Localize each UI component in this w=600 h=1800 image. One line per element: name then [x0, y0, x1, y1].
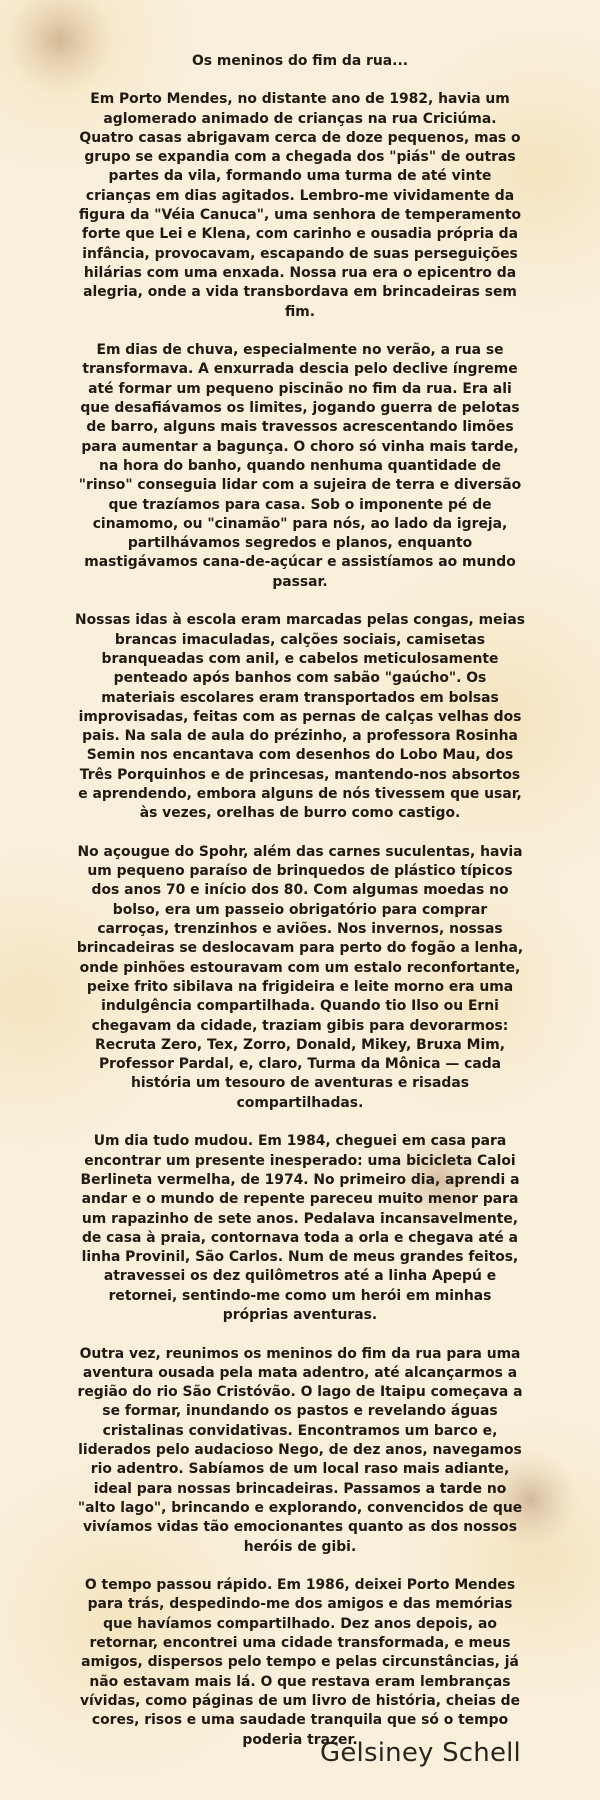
- paragraph-3: Nossas idas à escola eram marcadas pelas congas, meias brancas imaculadas, calções sociais, camisetas branqueadas com anil, e cabelos meticulosamente penteado após banhos com sabão "gaúcho". Os materiais escolares eram transportados em bolsas improvisadas, feitas com as pernas de calças velhas dos pais. Na sala de aula do prézinho, a professora Rosinha Semin nos encantava com desenhos do Lobo Mau, dos Três Porquinhos e de princesas, mantendo-nos absortos e aprendendo, embora alguns de nós tivessem que usar, às vezes, orelhas de burro como castigo.: [75, 612, 525, 822]
- paragraph-2: Em dias de chuva, especialmente no verão, a rua se transformava. A enxurrada descia pelo declive íngreme até formar um pequeno piscinão no fim da rua. Era ali que desafiávamos os limites, jogando guerra de pelotas de barro, alguns mais travessos acrescentando limões para aumentar a bagunça. O choro só vinha mais tarde, na hora do banho, quando nenhuma quantidade de "rinso" conseguia lidar com a sujeira de terra e diversão que trazíamos para casa. Sob o imponente pé de cinamomo, ou "cinamão" para nós, ao lado da igreja, partilhávamos segredos e planos, enquanto mastigávamos cana-de-açúcar e assistíamos ao mundo passar.: [78, 342, 522, 590]
- paragraph-4: No açougue do Spohr, além das carnes suculentas, havia um pequeno paraíso de brinquedos de plástico típicos dos anos 70 e início dos 80. Com algumas moedas no bolso, era um passeio obrigatório para comprar carroças, trenzinhos e aviões. Nos invernos, nossas brincadeiras se deslocavam para perto do fogão a lenha, onde pinhões estouravam com um estalo reconfortante, peixe frito sibilava na frigideira e leite morno era uma indulgência compartilhada. Quando tio Ilso ou Erni chegavam da cidade, traziam gibis para devorarmos: Recruta Zero, Tex, Zorro, Donald, Mikey, Bruxa Mim, Professor Pardal, e, claro, Turma da Mônica — cada história um tesouro de aventuras e risadas compartilhadas.: [76, 843, 524, 1111]
- paragraph-7: O tempo passou rápido. Em 1986, deixei Porto Mendes para trás, despedindo-me dos amigos e das memórias que havíamos compartilhado. Dez anos depois, ao retornar, encontrei uma cidade transformada, e meus amigos, dispersos pelo tempo e pelas circunstâncias, já não estavam mais lá. O que restava eram lembranças vívidas, como páginas de um livro de história, cheias de cores, risos e uma saudade tranquila que só o tempo poderia trazer.: [79, 1577, 521, 1748]
- paragraph-6: Outra vez, reunimos os meninos do fim da rua para uma aventura ousada pela mata adentro, até alcançarmos a região do rio São Cristóvão. O lago de Itaipu começava a se formar, inundando os pastos e revelando águas cristalinas convidativas. Encontramos um barco e, liderados pelo audacioso Nego, de dez anos, navegamos rio adentro. Sabíamos de um local raso mais adiante, ideal para nossas brincadeiras. Passamos a tarde no "alto lago", brincando e explorando, convencidos de que vivíamos vidas tão emocionantes quanto as dos nossos heróis de gibi.: [77, 1345, 523, 1555]
- story-text: [75, 52, 525, 1769]
- paragraph-5: Um dia tudo mudou. Em 1984, cheguei em casa para encontrar um presente inesperado: uma bicicleta Caloi Berlineta vermelha, de 1974. No primeiro dia, aprendi a andar e o mundo de repente pareceu muito menor para um rapazinho de sete anos. Pedalava incansavelmente, de casa à praia, contornava toda a orla e chegava até a linha Provinil, São Carlos. Num de meus grandes feitos, atravessei os dez quilômetros até a linha Apepú e retornei, sentindo-me como um herói em minhas próprias aventuras.: [80, 1133, 520, 1323]
- author-signature: Gelsiney Schell: [320, 1738, 521, 1768]
- story-title: Os meninos do fim da rua...: [191, 53, 409, 69]
- paragraph-1: Em Porto Mendes, no distante ano de 1982, havia um aglomerado animado de crianças na rua Criciúma. Quatro casas abrigavam cerca de doze pequenos, mas o grupo se expandia com a chegada dos "piás" de outras partes da vila, formando uma turma de até vinte crianças em dias agitados. Lembro-me vividamente da figura da "Véia Canuca", uma senhora de temperamento forte que Lei e Klena, com carinho e ousadia própria da infância, provocavam, escapando de suas perseguições hilárias com uma enxada. Nossa rua era o epicentro da alegria, onde a vida transbordava em brincadeiras sem fim.: [78, 91, 522, 320]
